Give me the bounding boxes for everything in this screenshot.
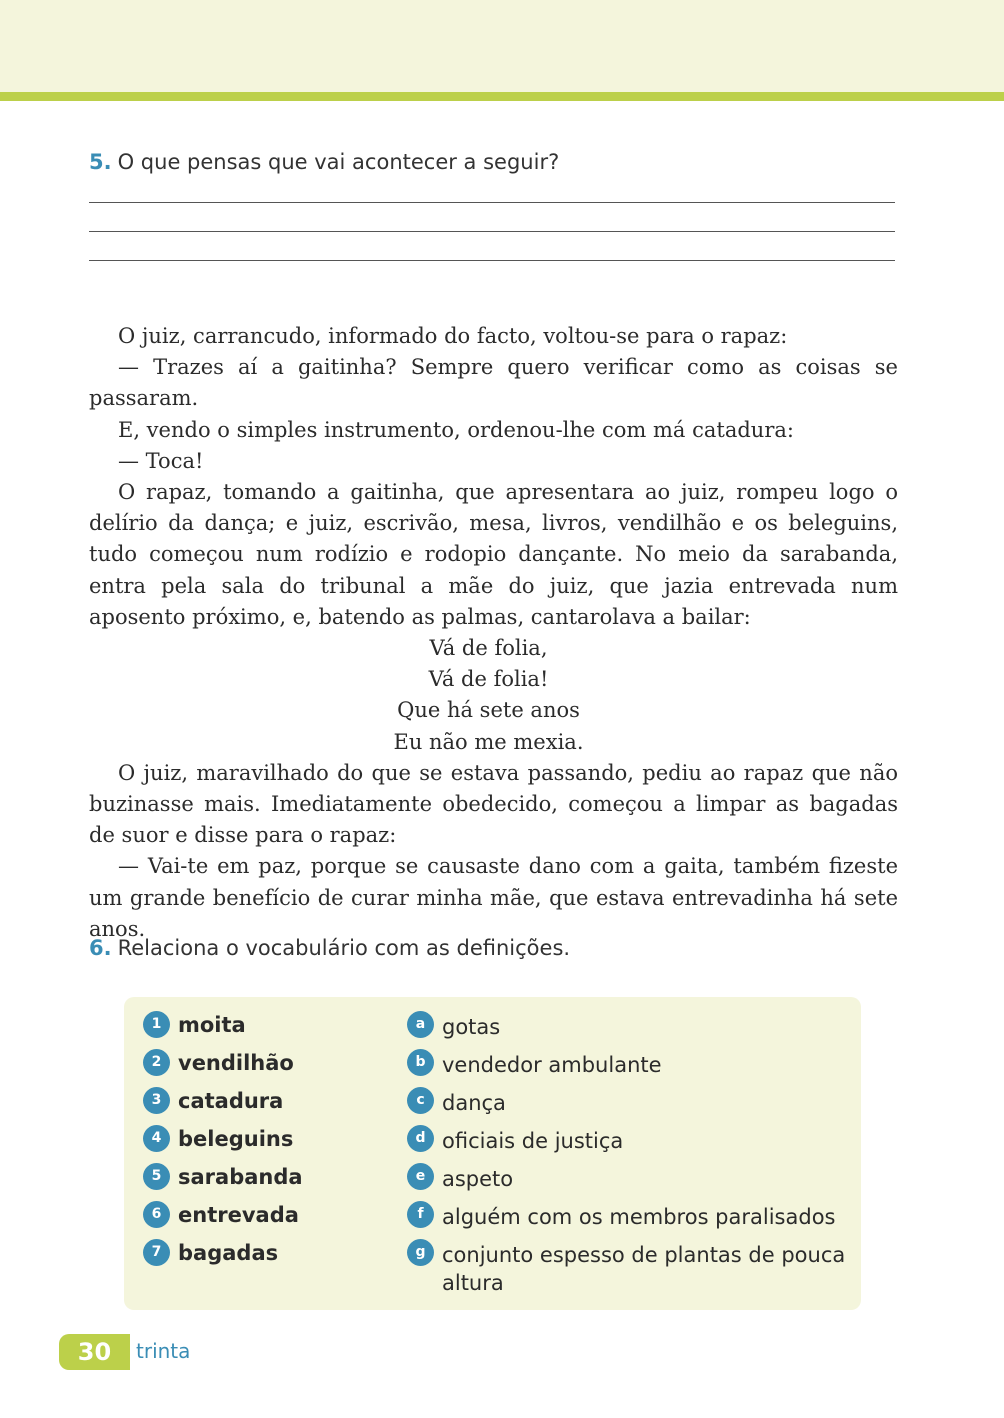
letter-badge: e: [407, 1163, 434, 1190]
question-5-text: O que pensas que vai acontecer a seguir?: [117, 150, 560, 174]
vocab-definition[interactable]: gotas: [442, 1015, 501, 1039]
number-badge: 4: [143, 1125, 170, 1152]
answer-line[interactable]: [89, 260, 895, 261]
story-paragraph: — Toca!: [118, 448, 204, 473]
story-paragraph: E, vendo o simples instrumento, ordenou-lhe com má catadura:: [118, 417, 794, 442]
header-rule: [0, 92, 1004, 101]
story-paragraph: O rapaz, tomando a gaitinha, que apresentara ao juiz, rompeu logo o delírio da dança; e juiz, escrivão, mesa, livros, vendilhão e os beleguins, tudo começou num rodízio e rodopio dançante. No meio da sarabanda, entra pela sala do tribunal a mãe do juiz, que jazia entrevada num aposento próximo, e, batendo as palmas, cantarolava a bailar:: [89, 480, 898, 629]
letter-badge: f: [407, 1201, 434, 1228]
number-badge: 1: [143, 1011, 170, 1038]
number-badge: 5: [143, 1163, 170, 1190]
verse-line: Vá de folia,: [429, 636, 548, 661]
story-paragraph: O juiz, carrancudo, informado do facto, voltou-se para o rapaz:: [118, 324, 788, 348]
page-number: 30: [59, 1334, 130, 1370]
vocab-word[interactable]: catadura: [178, 1089, 284, 1113]
question-5: [89, 150, 559, 174]
question-5-number: 5.: [89, 150, 112, 174]
number-badge: 6: [143, 1201, 170, 1228]
letter-badge: d: [407, 1125, 434, 1152]
number-badge: 3: [143, 1087, 170, 1114]
letter-badge: g: [407, 1239, 434, 1266]
vocab-word[interactable]: bagadas: [178, 1241, 279, 1265]
vocab-word[interactable]: moita: [178, 1013, 246, 1037]
story-paragraph: — Trazes aí a gaitinha? Sempre quero verificar como as coisas se passaram.: [89, 355, 898, 411]
story-paragraph: — Vai-te em paz, porque se causaste dano com a gaita, também fizeste um grande benefício de curar minha mãe, que estava entrevadinha há sete anos.: [89, 854, 898, 941]
number-badge: 2: [143, 1049, 170, 1076]
vocab-definition[interactable]: dança: [442, 1091, 506, 1115]
vocab-word[interactable]: entrevada: [178, 1203, 299, 1227]
vocab-definition[interactable]: conjunto espesso de plantas de pouca altura: [442, 1243, 846, 1295]
vocab-definition[interactable]: aspeto: [442, 1167, 514, 1191]
vocab-definition[interactable]: alguém com os membros paralisados: [442, 1205, 836, 1229]
letter-badge: b: [407, 1049, 434, 1076]
question-6-number: 6.: [89, 936, 112, 960]
verse-line: Eu não me mexia.: [393, 729, 584, 754]
question-6-text: Relaciona o vocabulário com as definições.: [117, 936, 571, 960]
letter-badge: c: [407, 1087, 434, 1114]
page-number-word: trinta: [136, 1339, 191, 1363]
verse-line: Que há sete anos: [397, 698, 580, 723]
story-text: [89, 321, 898, 945]
answer-line[interactable]: [89, 202, 895, 203]
header-band: [0, 0, 1004, 92]
letter-badge: a: [407, 1011, 434, 1038]
number-badge: 7: [143, 1239, 170, 1266]
vocab-word[interactable]: beleguins: [178, 1127, 294, 1151]
question-6: [89, 936, 570, 960]
answer-line[interactable]: [89, 231, 895, 232]
verse-line: Vá de folia!: [428, 667, 549, 692]
vocab-definition[interactable]: vendedor ambulante: [442, 1053, 662, 1077]
vocab-word[interactable]: sarabanda: [178, 1165, 303, 1189]
vocab-word[interactable]: vendilhão: [178, 1051, 294, 1075]
story-paragraph: O juiz, maravilhado do que se estava passando, pediu ao rapaz que não buzinasse mais. Imediatamente obedecido, começou a limpar as bagadas de suor e disse para o rapaz:: [89, 760, 898, 848]
vocab-definition[interactable]: oficiais de justiça: [442, 1129, 624, 1153]
